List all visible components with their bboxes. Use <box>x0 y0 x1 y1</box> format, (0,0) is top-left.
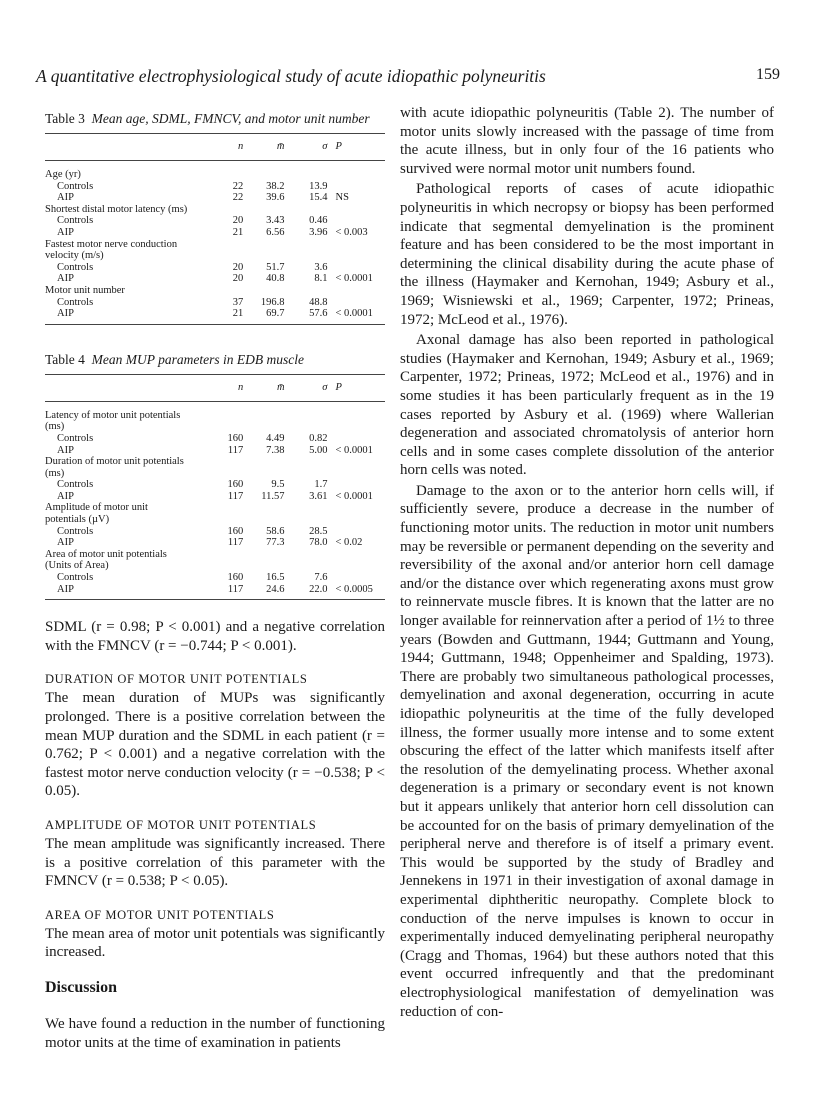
cell-n: 160 <box>227 432 244 444</box>
cell-p: < 0.0005 <box>335 583 373 595</box>
row-label: Amplitude of motor unit <box>45 502 148 514</box>
table-row <box>45 572 385 584</box>
page-header <box>36 66 780 90</box>
cell-p <box>327 204 385 216</box>
page-number: 159 <box>756 66 780 83</box>
cell-sd <box>285 161 328 181</box>
row-label: Duration of motor unit potentials <box>45 456 184 468</box>
cell-mean <box>243 250 284 262</box>
cell-mean: 196.8 <box>260 296 285 308</box>
table-row <box>45 215 385 227</box>
cell-p <box>327 502 385 514</box>
table-3-grid <box>45 133 385 325</box>
cell-mean <box>243 401 284 421</box>
cell-sd: 28.5 <box>309 525 328 537</box>
discussion-paragraph: We have found a reduction in the number of functioning motor units at the time of examination in patients <box>45 1015 385 1051</box>
row-label: AIP <box>57 226 74 238</box>
cell-mean <box>243 421 284 433</box>
row-label: Controls <box>57 215 94 227</box>
cell-n <box>210 204 243 216</box>
column-header-label <box>45 374 210 401</box>
cell-mean <box>243 204 284 216</box>
cell-mean <box>243 502 284 514</box>
row-label: AIP <box>57 308 74 320</box>
cell-mean: 77.3 <box>266 537 285 549</box>
cell-p: < 0.02 <box>335 537 363 549</box>
cell-sd <box>285 401 328 421</box>
cell-sd <box>285 549 328 561</box>
table-group-row <box>45 549 385 561</box>
cell-mean: 6.56 <box>266 226 285 238</box>
cell-sd: 48.8 <box>309 296 328 308</box>
cell-p: < 0.0001 <box>335 490 373 502</box>
cell-mean: 16.5 <box>266 572 285 584</box>
cell-sd: 3.6 <box>314 261 328 273</box>
cell-sd <box>285 285 328 297</box>
table-4 <box>45 351 385 601</box>
column-header-n: n <box>238 381 244 393</box>
table-row <box>45 262 385 274</box>
cell-n <box>210 549 243 561</box>
cell-p <box>327 468 385 480</box>
cell-p: < 0.0001 <box>335 444 373 456</box>
row-label: Fastest motor nerve conduction <box>45 238 178 250</box>
duration-heading: DURATION OF MOTOR UNIT POTENTIALS <box>45 672 308 687</box>
cell-sd <box>285 239 328 251</box>
table-row <box>45 227 385 239</box>
cell-n <box>210 468 243 480</box>
cell-p <box>327 421 385 433</box>
cell-p <box>327 297 385 309</box>
cell-n: 21 <box>232 226 244 238</box>
cell-mean: 4.49 <box>266 432 285 444</box>
table-group-row <box>45 468 385 480</box>
cell-sd <box>285 468 328 480</box>
row-label: (ms) <box>45 421 65 433</box>
cell-p <box>327 514 385 526</box>
table-row <box>45 537 385 549</box>
table-4-caption <box>45 351 385 368</box>
cell-sd: 22.0 <box>309 583 328 595</box>
row-label: Area of motor unit potentials <box>45 548 167 560</box>
cell-mean <box>243 456 284 468</box>
table-row <box>45 491 385 503</box>
row-label: velocity (m/s) <box>45 250 104 262</box>
duration-paragraph: The mean duration of MUPs was significantly prolonged. There is a positive correlation between the mean MUP duration and the SDML in each patient (r = 0.762; P < 0.001) and a negative correlation with the fastest motor nerve conduction velocity (r = −0.538; P < 0.05). <box>45 690 385 800</box>
row-label: Shortest distal motor latency (ms) <box>45 203 188 215</box>
discussion-heading: Discussion <box>45 978 118 996</box>
table-3 <box>45 110 385 325</box>
cell-sd <box>285 421 328 433</box>
cell-p <box>327 526 385 538</box>
table-row <box>45 445 385 457</box>
cell-n <box>210 401 243 421</box>
cell-n: 22 <box>232 180 244 192</box>
cell-p <box>327 479 385 491</box>
cell-n <box>210 239 243 251</box>
table-group-row <box>45 421 385 433</box>
cell-mean: 40.8 <box>266 273 285 285</box>
column-header-p: P <box>335 141 342 152</box>
cell-p <box>327 262 385 274</box>
cell-p <box>327 572 385 584</box>
cell-p <box>327 433 385 445</box>
left-column <box>45 104 385 1052</box>
table-group-row <box>45 161 385 181</box>
cell-sd: 57.6 <box>309 308 328 320</box>
cell-p <box>327 181 385 193</box>
cell-n: 117 <box>227 444 244 456</box>
cell-mean: 9.5 <box>271 479 285 491</box>
cell-mean <box>243 468 284 480</box>
row-label: AIP <box>57 490 74 502</box>
amplitude-heading: AMPLITUDE OF MOTOR UNIT POTENTIALS <box>45 817 317 832</box>
row-label: AIP <box>57 537 74 549</box>
table-row <box>45 526 385 538</box>
cell-mean <box>243 560 284 572</box>
cell-n <box>210 456 243 468</box>
column-header-n: n <box>237 141 244 152</box>
cell-p <box>327 560 385 572</box>
table-row <box>45 433 385 445</box>
row-label: Motor unit number <box>45 284 125 296</box>
table-group-row <box>45 560 385 572</box>
table-group-row <box>45 204 385 216</box>
cell-n: 21 <box>232 308 244 320</box>
table-3-title: Mean age, SDML, FMNCV, and motor unit number <box>91 111 370 126</box>
cell-mean: 39.6 <box>266 192 285 204</box>
cell-n <box>210 285 243 297</box>
body-paragraph-4: Damage to the axon or to the anterior horn cells will, if sufficiently severe, produce a decrease in the number of functioning motor units. The reduction in motor unit numbers may be reversible or permanent depending on the severity and reversibility of the axonal and/or anterior horn cell damage and/or the distance over which regenerating axons must grow to reinnervate muscle fibres. It is known that the latter are no longer available for reinnervation after a period of 1½ to three years (Bowden and Guttmann, 1944; Guttmann and Young, 1944; Guttmann, 1948; Oppenheimer and Spalding, 1973). There are probably two simultaneous pathological processes, demyelination and axonal degeneration, occurring in acute idiopathic polyneuritis at the time of the fully developed illness, the former usually more intense and to some extent obscuring the effect of the latter which manifests itself after the resolution of the demyelinating process. Whether axonal degeneration is a primary or secondary event is not known but it appears unlikely that anterior horn cell dissolution can be accounted for on the basis of primary demyelination of the peripheral nerve and therefore is of itself a primary event. This would be supported by the study of Bradley and Jennekens in 1971 in their investigation of axonal damage in experimental diphtheritic neuropathy. Complete block to conduction of the nerve impulses is known to occur in experimentally induced demyelinating peripheral neuropathy (Cragg and Thomas, 1964) but these authors noted that this event occurred infrequently and that the predominant electrophysiological manifestation of demyelination was reduction of con- <box>400 482 774 1020</box>
cell-sd: 3.96 <box>309 226 328 238</box>
cell-sd <box>285 250 328 262</box>
cell-n: 160 <box>227 525 244 537</box>
body-paragraph-1: with acute idiopathic polyneuritis (Table 2). The number of motor units slowly increased with the passage of time from the acute illness, but in only four of the 16 patients who survived were normal motor unit numbers found. <box>400 105 774 177</box>
table-header-row <box>45 134 385 161</box>
cell-n <box>210 560 243 572</box>
body-paragraph-3: Axonal damage has also been reported in pathological studies (Haymaker and Kernohan, 1949; Asbury et al., 1969; Carpenter, 1972; Prineas, 1972; McLeod et al., 1976) and in some studies it has been particularly frequent as in the 19 cases reported by Asbury et al. (1969) where Wallerian degeneration and associated chromatolysis of anterior horn cells and in some cases complete dissolution of the anterior horn cells was noted. <box>400 332 774 479</box>
cell-n <box>210 502 243 514</box>
cell-sd <box>285 502 328 514</box>
cell-mean <box>243 161 284 181</box>
table-group-row <box>45 285 385 297</box>
row-label: Controls <box>57 432 94 444</box>
row-label: AIP <box>57 444 74 456</box>
cell-sd: 1.7 <box>314 479 328 491</box>
cell-sd: 8.1 <box>314 273 328 285</box>
cell-mean: 24.6 <box>266 583 285 595</box>
cell-sd: 5.00 <box>309 444 328 456</box>
table-row <box>45 297 385 309</box>
cell-n: 20 <box>232 215 244 227</box>
cell-mean: 58.6 <box>266 525 285 537</box>
table-4-number: Table 4 <box>45 351 85 367</box>
cell-p <box>327 250 385 262</box>
cell-n: 20 <box>232 261 244 273</box>
table-header-row <box>45 374 385 401</box>
cell-n: 20 <box>232 273 244 285</box>
cell-mean <box>243 549 284 561</box>
table-row <box>45 192 385 204</box>
right-column <box>400 104 774 1021</box>
cell-p <box>327 239 385 251</box>
cell-n <box>210 514 243 526</box>
row-label: AIP <box>57 583 74 595</box>
table-3-caption <box>45 110 385 127</box>
table-row <box>45 273 385 285</box>
area-paragraph: The mean area of motor unit potentials was significantly increased. <box>45 925 385 961</box>
row-label: potentials (µV) <box>45 514 110 526</box>
correlation-paragraph: SDML (r = 0.98; P < 0.001) and a negative correlation with the FMNCV (r = −0.744; P < 0.001). <box>45 619 385 654</box>
table-4-grid <box>45 374 385 601</box>
cell-mean <box>243 514 284 526</box>
row-label: Controls <box>57 296 94 308</box>
cell-mean: 69.7 <box>266 308 285 320</box>
row-label: AIP <box>57 273 74 285</box>
cell-n: 160 <box>227 572 244 584</box>
table-row <box>45 584 385 600</box>
cell-n <box>210 161 243 181</box>
table-4-title: Mean MUP parameters in EDB muscle <box>91 351 305 367</box>
table-3-body <box>45 161 385 325</box>
cell-n: 22 <box>232 192 244 204</box>
cell-sd: 7.6 <box>314 572 328 584</box>
area-heading: AREA OF MOTOR UNIT POTENTIALS <box>45 907 275 922</box>
cell-p: < 0.003 <box>335 226 368 238</box>
row-label: Controls <box>57 180 94 192</box>
row-label: (ms) <box>45 467 65 479</box>
table-group-row <box>45 456 385 468</box>
row-label: (Units of Area) <box>45 560 109 572</box>
cell-mean <box>243 285 284 297</box>
cell-p <box>327 285 385 297</box>
cell-n: 160 <box>227 479 244 491</box>
cell-p: < 0.0001 <box>335 273 373 285</box>
cell-n: 117 <box>227 490 244 502</box>
cell-p: NS <box>335 192 349 204</box>
cell-mean: 51.7 <box>266 261 285 273</box>
column-header-mean: m̄ <box>276 381 285 393</box>
row-label: Latency of motor unit potentials <box>45 409 181 421</box>
table-4-body <box>45 401 385 600</box>
table-row <box>45 479 385 491</box>
table-row <box>45 181 385 193</box>
cell-p <box>327 549 385 561</box>
cell-sd <box>285 456 328 468</box>
cell-sd: 3.61 <box>309 490 328 502</box>
row-label: Controls <box>57 479 94 491</box>
cell-sd <box>285 560 328 572</box>
cell-p <box>327 215 385 227</box>
cell-mean: 11.57 <box>261 490 285 502</box>
row-label: Controls <box>57 525 94 537</box>
table-row <box>45 308 385 324</box>
table-3-number: Table 3 <box>45 111 85 126</box>
column-header-p: P <box>335 381 342 393</box>
table-group-row <box>45 502 385 514</box>
column-header-sd: σ <box>322 141 328 152</box>
row-label: Controls <box>57 572 94 584</box>
cell-sd <box>285 204 328 216</box>
cell-p <box>327 456 385 468</box>
cell-n: 117 <box>227 583 244 595</box>
cell-n <box>210 250 243 262</box>
row-label: Age (yr) <box>45 169 81 180</box>
cell-sd: 13.9 <box>309 180 328 192</box>
body-paragraph-2: Pathological reports of cases of acute idiopathic polyneuritis in which necropsy or biopsy has been performed indicate that segmental demyelination is the prominent feature and has been considered to be the most important in determining the clinical disability during the acute phase of the illness (Haymaker and Kernohan, 1949; Asbury et al., 1969; Wisniewski et al., 1969; Carpenter, 1972; Prineas, 1972; McLeod et al., 1976). <box>400 181 774 328</box>
cell-n <box>210 421 243 433</box>
cell-mean: 38.2 <box>266 180 285 192</box>
table-group-row <box>45 401 385 421</box>
cell-sd: 78.0 <box>309 537 328 549</box>
table-group-row <box>45 514 385 526</box>
row-label: Controls <box>57 261 94 273</box>
running-title: A quantitative electrophysiological study of acute idiopathic polyneuritis <box>36 66 546 86</box>
row-label: AIP <box>57 192 74 204</box>
cell-sd: 0.46 <box>309 215 328 227</box>
table-group-row <box>45 250 385 262</box>
cell-sd <box>285 514 328 526</box>
cell-mean: 3.43 <box>266 215 285 227</box>
column-header-sd: σ <box>322 381 328 393</box>
cell-n: 37 <box>232 296 244 308</box>
cell-sd: 15.4 <box>309 192 328 204</box>
cell-p <box>327 401 385 421</box>
column-header-label <box>45 134 210 161</box>
cell-n: 117 <box>227 537 244 549</box>
column-header-mean: m̄ <box>276 141 285 152</box>
cell-p: < 0.0001 <box>335 308 373 320</box>
table-group-row <box>45 239 385 251</box>
amplitude-paragraph: The mean amplitude was significantly increased. There is a positive correlation of this parameter with the FMNCV (r = 0.538; P < 0.05). <box>45 835 385 890</box>
cell-sd: 0.82 <box>309 432 328 444</box>
cell-mean: 7.38 <box>266 444 285 456</box>
cell-p <box>327 161 385 181</box>
cell-mean <box>243 239 284 251</box>
